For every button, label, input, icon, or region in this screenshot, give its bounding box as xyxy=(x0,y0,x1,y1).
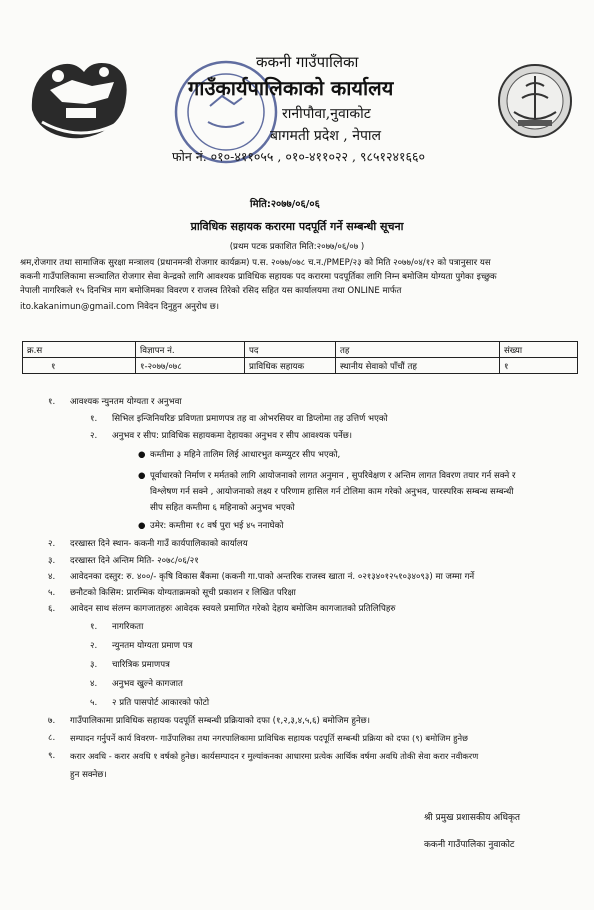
table-header-cell: तह xyxy=(336,342,500,358)
doc-photo: २ प्रति पासपोर्ट आकारको फोटो xyxy=(112,698,210,708)
bullet-age: उमेर: कम्तीमा १८ वर्ष पुरा भई ४५ ननाघेको xyxy=(150,521,284,531)
item-number: ७. xyxy=(48,716,56,726)
table-header-row xyxy=(23,342,578,358)
table-header-cell: क्र.स xyxy=(23,342,136,358)
header-address: रानीपौवा,नुवाकोट xyxy=(282,106,371,122)
item-number: ५. xyxy=(90,698,98,708)
item-number: १. xyxy=(90,622,98,632)
item-process: गाउँपालिकामा प्राविधिक सहायक पदपूर्ति सम्बन्धी प्रक्रियाको दफा (१,२,३,४,५,६) बमोजिम हुनेछ। xyxy=(70,716,370,726)
item-number: ३. xyxy=(48,556,56,566)
header-office: गाउँकार्यपालिकाको कार्यालय xyxy=(188,76,394,100)
item-education: सिभिल इन्जिनियरिङ प्रविणता प्रमाणपत्र तह वा ओभरसियर वा डिप्लोमा तह उत्तिर्ण भएको xyxy=(112,414,388,424)
bullet-icon: ● xyxy=(138,521,146,531)
notice-subtitle: (प्रथम पटक प्रकाशित मिति:२०७७/०६/०७ ) xyxy=(229,242,365,252)
item-contract-1: करार अवधि - करार अवधि १ वर्षको हुनेछ। कार्यसम्पादन र मुल्यांकनका आधारमा प्रत्येक आर्थिक वर्षमा अवधि तोकी सेवा करार नवीकरण xyxy=(70,751,479,761)
item-number: ५. xyxy=(48,588,56,598)
item-number: ६. xyxy=(48,604,56,614)
bullet-icon: ● xyxy=(138,471,146,481)
header-phone: फोन नं. ०१०-४११०५५ , ०१०-४११०२२ , ९८५१२४१६६० xyxy=(172,149,425,164)
table-cell: १ xyxy=(23,358,136,374)
notice-title: प्राविधिक सहायक करारमा पदपूर्ति गर्ने सम्बन्धी सूचना xyxy=(190,220,404,233)
item-documents: आवेदन साथ संलग्न कागजातहरुः आवेदक स्वयले प्रमाणित गरेको देहाय बमोजिम कागजातको प्रतिलिपिहरु xyxy=(70,604,396,614)
table-cell: प्राविधिक सहायक xyxy=(245,358,336,374)
notice-date: मिति:२०७७/०६/०६ xyxy=(250,199,320,210)
vacancy-table xyxy=(22,341,578,374)
table-cell: १-२०७७/०७८ xyxy=(136,358,245,374)
item-number: २. xyxy=(90,431,98,441)
intro-line-2: ककनी गाउँपालिकामा सञ्चालित रोजगार सेवा केन्द्रको लागि आवश्यक प्राविधिक सहायक पद करारमा पदपूर्तिका लागि निम्न बमोजिम योग्यता पुगेका इच्छुक xyxy=(20,272,497,282)
bullet-infrastructure-1: पूर्वाधारको निर्माण र मर्मतको लागि आयोजनाको लागत अनुमान , सुपरिवेक्षण र अन्तिम लागत विवरण तयार गर्न सक्ने र xyxy=(150,471,516,481)
municipality-logo-icon xyxy=(496,62,574,140)
item-number: ४. xyxy=(90,679,98,689)
item-contract-2: हुन सक्नेछ। xyxy=(70,770,107,780)
item-number: २. xyxy=(48,539,56,549)
item-number: ९. xyxy=(48,751,56,761)
item-number: ३. xyxy=(90,660,98,670)
table-cell: स्थानीय सेवाको पाँचौं तह xyxy=(336,358,500,374)
item-deadline: दरखास्त दिने अन्तिम मिति- २०७८/०६/२१ xyxy=(70,556,199,566)
doc-character: चारित्रिक प्रमाणपत्र xyxy=(112,660,170,670)
table-header-cell: पद xyxy=(245,342,336,358)
table-header-cell: विज्ञापन नं. xyxy=(136,342,245,358)
table-header-cell: संख्या xyxy=(500,342,578,358)
item-fee: आवेदनका दस्तुर: रु. ४००/- कृषि विकास बैंकमा (ककनी गा.पाको अन्तरिक राजस्व खाता नं. ०२१३४०१२५१०३४०९३) मा जम्मा गर्ने xyxy=(70,572,475,582)
bullet-infrastructure-2: विश्लेषण गर्न सक्ने , आयोजनाको लक्ष्य र परिणाम हासिल गर्न टोलिमा काम गरेको अनुभव, पारस्परिक सम्बन्ध सम्बन्धी xyxy=(150,487,514,497)
intro-line-1: श्रम,रोजगार तथा सामाजिक सुरक्षा मन्त्रालय (प्रधानमन्त्री रोजगार कार्यक्रम) प.स. २०७७/०७८ च.न./PMEP/२३ को मिति २०७७/०४/१२ को पत्रानुसार यस xyxy=(20,258,491,268)
bullet-icon: ● xyxy=(138,450,146,460)
item-place: दरखास्त दिने स्थान- ककनी गाउँ कार्यपालिकाको कार्यालय xyxy=(70,539,248,549)
doc-citizenship: नागरिकता xyxy=(112,622,144,632)
intro-line-4: ito.kakanimun@gmail.com निवेदन दिनुहुन अनुरोध छ। xyxy=(20,302,219,312)
bullet-computer: कम्तीमा ३ महिने तालिम लिई आधारभुत कम्प्युटर सीप भएको, xyxy=(150,450,341,460)
header-province: बागमती प्रदेश , नेपाल xyxy=(270,128,382,144)
intro-line-3: नेपाली नागरिकले १५ दिनभित्र माग बमोजिमका विवरण र राजस्व तिरेको रसिद सहित यस कार्यालयमा तथा ONLINE मार्फत xyxy=(20,286,402,296)
nepal-emblem-icon xyxy=(22,50,140,148)
table-cell: १ xyxy=(500,358,578,374)
header-municipality: ककनी गाउँपालिका xyxy=(256,53,359,71)
item-number: १. xyxy=(90,414,98,424)
doc-qualification: न्युनतम योग्यता प्रमाण पत्र xyxy=(112,641,193,651)
item-number: ४. xyxy=(48,572,56,582)
item-experience: अनुभव र सीप: प्राविधिक सहायकमा देहायका अनुभव र सीप आवश्यक पर्नेछ। xyxy=(112,431,353,441)
signature-office: ककनी गाउँपालिका नुवाकोट xyxy=(424,840,515,850)
signature-title: श्री प्रमुख प्रशासकीय अधिकृत xyxy=(424,813,521,823)
item-job-description: सम्पादन गर्नुपर्ने कार्य विवरण- गाउँपालिका तथा नगरपालिकामा प्राविधिक सहायक पदपूर्ति सम्बन्धी प्रक्रिया को दफा (९) बमोजिम हुनेछ xyxy=(70,733,468,743)
bullet-infrastructure-3: सीप सहित कम्तीमा ६ महिनाको अनुभव भएको xyxy=(150,503,295,513)
table-row xyxy=(23,358,578,374)
item-qualification: आवश्यक न्युनतम योग्यता र अनुभवा xyxy=(70,397,182,407)
item-selection: छनौटको किसिम: प्रारम्भिक योग्यताक्रमको सूची प्रकाशन र लिखित परिक्षा xyxy=(70,588,296,598)
doc-experience: अनुभव खुल्ने कागजात xyxy=(112,679,183,689)
item-number: ८. xyxy=(48,733,56,743)
item-number: १. xyxy=(48,397,56,407)
item-number: २. xyxy=(90,641,98,651)
